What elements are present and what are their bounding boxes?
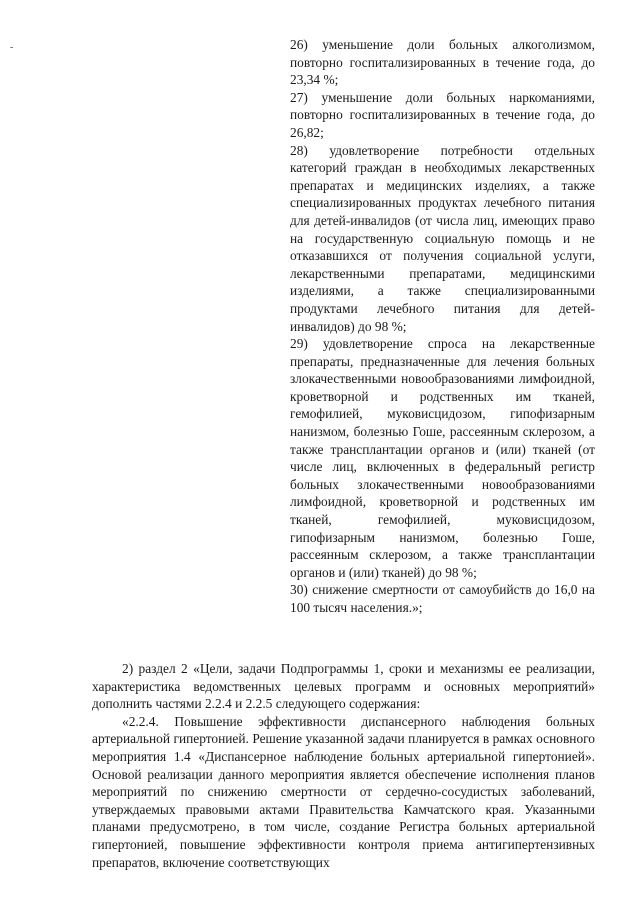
list-item-30: 30) снижение смертности от самоубийств до 16,0 на 100 тысяч населения.»; — [290, 582, 595, 615]
goals-list-column — [290, 36, 595, 617]
margin-mark: - — [10, 42, 14, 53]
list-item-29: 29) удовлетворение спроса на лекарственные препараты, предназначенные для лечения больных злокачественными новообразованиями лимфоидной, кроветворной и родственных им тканей, гемофилией, муковисцидозом, гипофизарным нанизмом, болезнью Гоше, рассеянным склерозом, а также трансплантации органов и (или) тканей (от числе лиц, включенных в федеральный регистр больных злокачественными новообразованиями лимфоидной, кроветворной и родственных им тканей, гемофилией, муковисцидозом, гипофизарным нанизмом, болезнью Гоше, рассеянным склерозом, а также трансплантации органов и (или) тканей) до 98 %; — [290, 336, 595, 580]
main-text — [92, 660, 595, 871]
list-item-28: 28) удовлетворение потребности отдельных категорий граждан в необходимых лекарственных препаратах и медицинских изделиях, а также специализированных продуктах лечебного питания для детей-инвалидов (от числа лиц, имеющих право на государственную социальную помощь и не отказавшихся от получения социальной услуги, лекарственными препаратами, медицинскими изделиями, а также специализированными продуктами лечебного питания для детей-инвалидов) до 98 %; — [290, 142, 595, 334]
list-item-26: 26) уменьшение доли больных алкоголизмом, повторно госпитализированных в течение года, до 23,34 %; — [290, 37, 595, 88]
list-item-27: 27) уменьшение доли больных наркоманиями, повторно госпитализированных в течение года, до 26,82; — [290, 89, 595, 140]
section-2-2-4-paragraph: «2.2.4. Повышение эффективности диспансерного наблюдения больных артериальной гипертонией. Решение указанной задачи планируется в рамках основного мероприятия 1.4 «Диспансерное наблюдение больных артериальной гипертонией». Основой реализации данного мероприятия является обеспечение исполнения планов мероприятий по снижению смертности от сердечно-сосудистых заболеваний, утверждаемых правовыми актами Правительства Камчатского края. Указанными планами предусмотрено, в том числе, создание Регистра больных артериальной гипертонией, повышение эффективности контроля приема антигипертензивных препаратов, включение соответствующих — [92, 713, 595, 870]
amendment-paragraph: 2) раздел 2 «Цели, задачи Подпрограммы 1, сроки и механизмы ее реализации, характеристика ведомственных целевых программ и основных мероприятий» дополнить частями 2.2.4 и 2.2.5 следующего содержания: — [92, 661, 595, 712]
